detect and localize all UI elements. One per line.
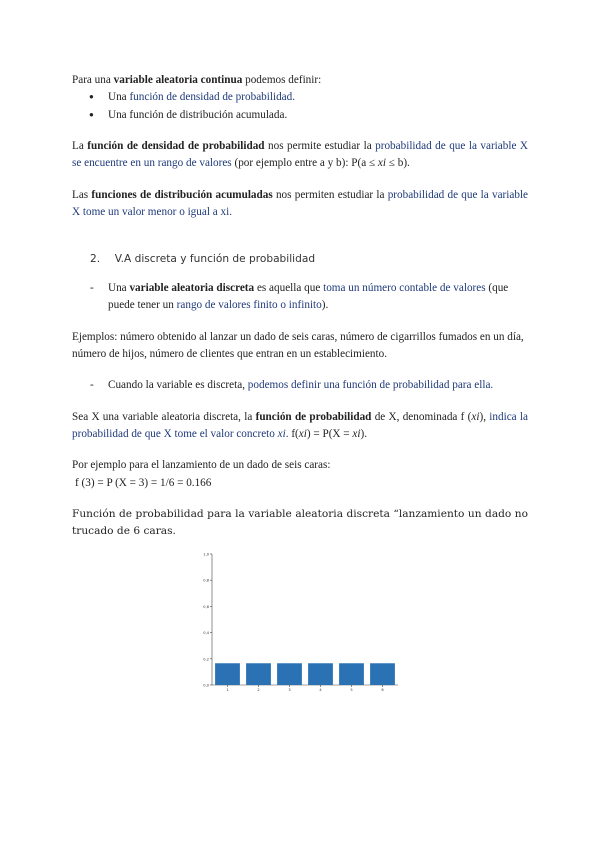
text: ). bbox=[321, 299, 329, 312]
bold-term: variable aleatoria continua bbox=[113, 74, 243, 86]
intro-paragraph bbox=[72, 72, 528, 89]
chart-caption: Función de probabilidad para la variable aleatoria discreta “lanzamiento un dado no trucado de 6 caras. bbox=[72, 508, 528, 537]
highlight-text: . bbox=[285, 428, 289, 441]
text: podemos definir: bbox=[242, 74, 322, 86]
dash-marker: - bbox=[90, 281, 94, 294]
y-tick-label: 0,2 bbox=[203, 657, 209, 662]
highlight-text: toma un número contable de valores bbox=[323, 281, 486, 294]
definition-paragraph bbox=[72, 409, 528, 444]
heading-number: 2. bbox=[90, 252, 101, 265]
density-paragraph bbox=[72, 138, 528, 173]
section-heading bbox=[72, 251, 528, 267]
text: de X, denominada f ( bbox=[371, 410, 472, 423]
x-tick-label: 3 bbox=[288, 688, 291, 692]
bar bbox=[308, 663, 333, 685]
bar bbox=[215, 663, 240, 685]
x-tick-label: 2 bbox=[257, 688, 260, 692]
bar-chart-svg bbox=[198, 548, 402, 694]
text: ), bbox=[479, 410, 490, 423]
highlight-text: indica la probabilidad de que X tome el valor concreto bbox=[72, 410, 528, 441]
y-tick-label: 0,6 bbox=[203, 604, 209, 609]
bar bbox=[277, 663, 302, 685]
math-var: xi bbox=[377, 157, 386, 170]
math-var: xi bbox=[471, 410, 480, 423]
text: nos permiten estudiar la bbox=[272, 188, 388, 201]
bullet-item bbox=[72, 89, 528, 106]
text: ≤ b). bbox=[386, 157, 410, 170]
bold-term: función de probabilidad bbox=[255, 410, 372, 423]
bar bbox=[339, 663, 364, 685]
text: nos permite estudiar la bbox=[264, 140, 376, 153]
bold-term: función de densidad de probabilidad bbox=[87, 140, 265, 153]
x-tick-label: 5 bbox=[350, 688, 353, 692]
text: Una bbox=[108, 281, 130, 294]
x-tick-label: 1 bbox=[226, 688, 229, 692]
examples-paragraph: Ejemplos: número obtenido al lanzar un dado de seis caras, número de cigarrillos fumados en un día, número de hijos, número de clientes que entran en un establecimiento. bbox=[72, 330, 524, 360]
math-var: xi bbox=[277, 428, 286, 441]
text: ). bbox=[360, 428, 368, 441]
math-var: xi bbox=[298, 428, 307, 441]
y-tick-label: 1,0 bbox=[203, 552, 209, 557]
heading-text: V.A discreta y función de probabilidad bbox=[114, 252, 316, 265]
highlight-text: podemos definir una función de probabilidad para ella. bbox=[247, 379, 494, 392]
text: (por ejemplo entre a y b): P(a ≤ bbox=[231, 157, 378, 170]
text: Para una bbox=[72, 74, 114, 86]
dash-item bbox=[72, 280, 528, 315]
bold-term: funciones de distribución acumuladas bbox=[91, 188, 273, 201]
bullet-item bbox=[72, 107, 528, 124]
dash-item bbox=[72, 377, 528, 394]
bold-term: variable aleatoria discreta bbox=[129, 281, 255, 294]
bar bbox=[246, 663, 271, 685]
text: ) = P(X = bbox=[306, 428, 353, 441]
probability-chart bbox=[198, 548, 402, 694]
math-var: xi bbox=[352, 428, 361, 441]
text: Cuando la variable es discreta, bbox=[108, 379, 248, 392]
text: f( bbox=[288, 428, 299, 441]
bullet-text: Una función de distribución acumulada. bbox=[108, 108, 288, 121]
y-tick-label: 0,4 bbox=[203, 631, 209, 636]
bar bbox=[370, 663, 395, 685]
text: Las bbox=[72, 188, 92, 201]
example-line: Por ejemplo para el lanzamiento de un dado de seis caras: bbox=[72, 459, 331, 472]
y-tick-label: 0,0 bbox=[203, 683, 209, 688]
dash-marker: - bbox=[90, 379, 94, 392]
highlight-text: rango de valores finito o infinito bbox=[176, 299, 322, 312]
text: Sea X una variable aleatoria discreta, la bbox=[72, 410, 256, 423]
bullet-list bbox=[72, 89, 528, 124]
text: La bbox=[72, 140, 88, 153]
bullet-text-styled: Una función de densidad de probabilidad. bbox=[108, 91, 296, 104]
text: (que puede tener un bbox=[108, 281, 509, 312]
x-tick-label: 6 bbox=[381, 688, 384, 692]
document-page bbox=[72, 72, 528, 539]
x-tick-label: 4 bbox=[319, 688, 322, 692]
cumulative-paragraph bbox=[72, 187, 528, 222]
highlight-text: probabilidad de que la variable X tome un valor menor o igual a xi. bbox=[72, 188, 529, 219]
highlight-text: probabilidad de que la variable X se encuentre en un rango de valores bbox=[72, 140, 528, 170]
y-tick-label: 0,8 bbox=[203, 578, 209, 583]
example-formula: f (3) = P (X = 3) = 1/6 = 0.166 bbox=[75, 476, 212, 489]
text: es aquella que bbox=[254, 281, 324, 294]
